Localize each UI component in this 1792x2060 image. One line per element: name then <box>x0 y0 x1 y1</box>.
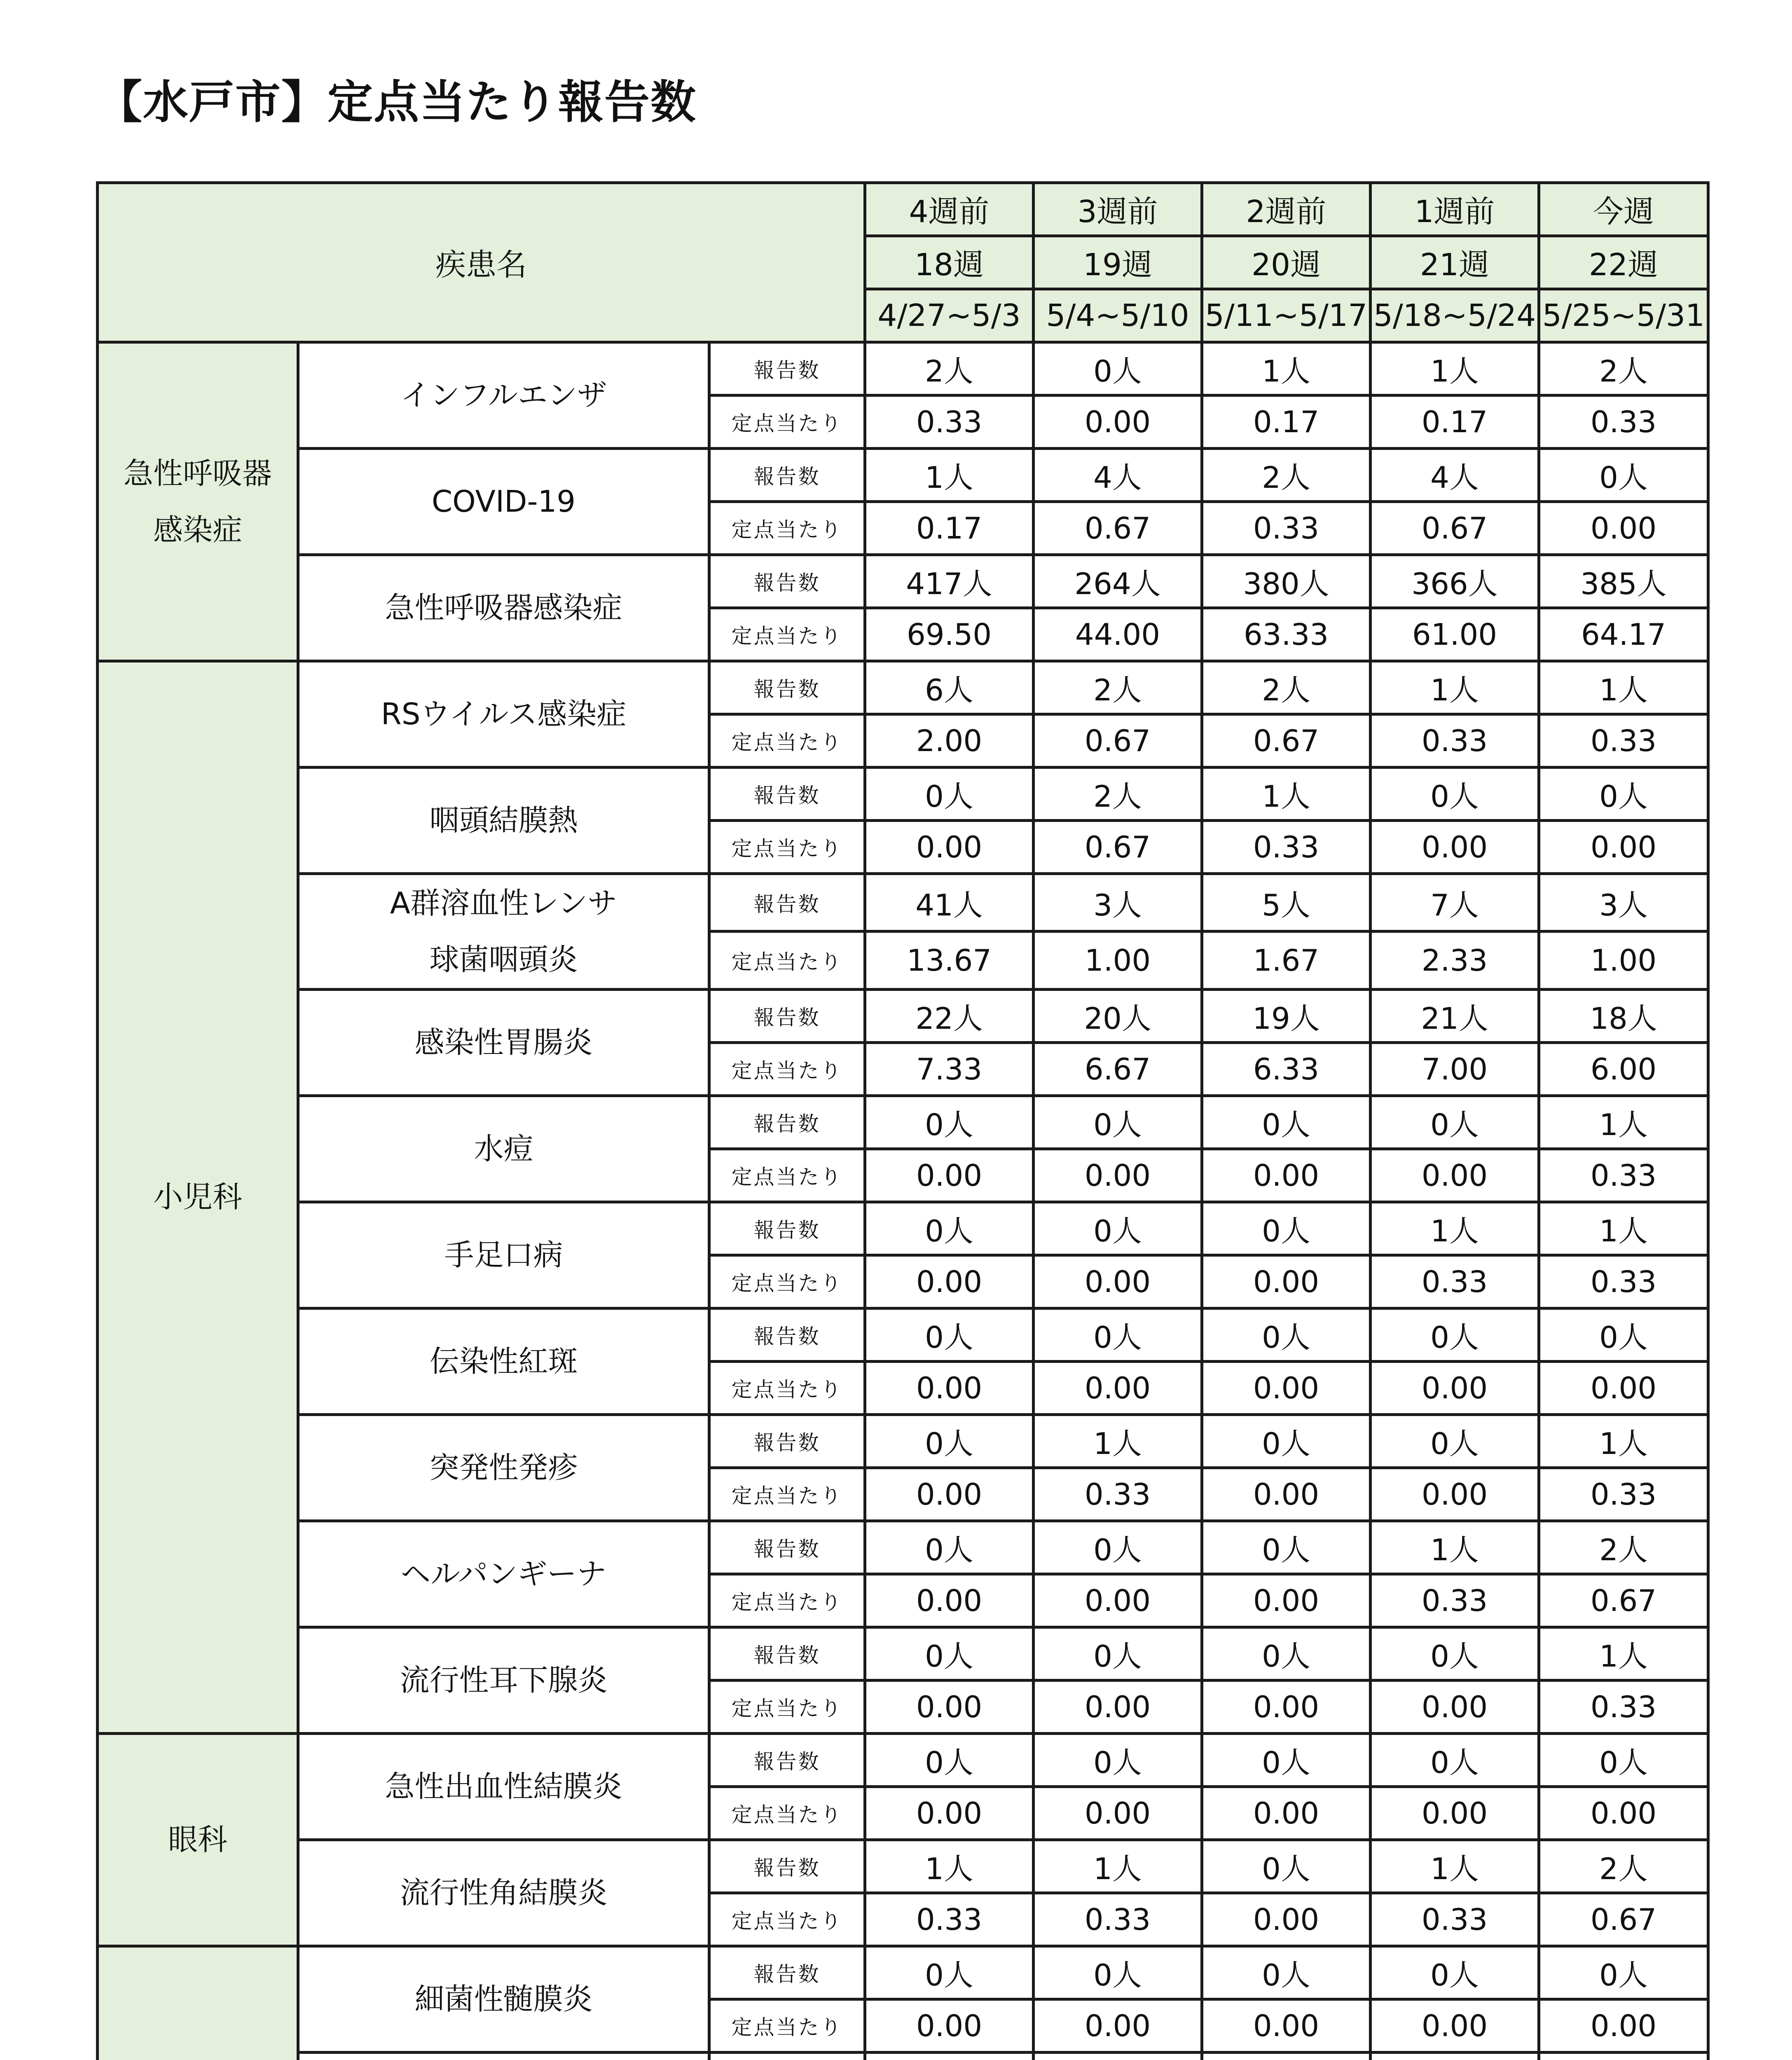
disease-name-cell <box>298 1840 709 1946</box>
per-site-value: 0.00 <box>865 1255 1034 1308</box>
per-site-value: 0.67 <box>1202 714 1371 768</box>
count-value: 0人 <box>1371 1308 1539 1361</box>
count-row <box>98 1521 1708 1574</box>
count-value: 3人 <box>1539 874 1708 932</box>
per-site-value: 0.00 <box>1034 1999 1202 2052</box>
count-value <box>1371 2052 1539 2060</box>
per-site-value: 7.00 <box>1371 1042 1539 1096</box>
count-value: 0人 <box>1539 449 1708 502</box>
metric-label-per-site: 定点当たり <box>709 608 865 661</box>
metric-label-per-site: 定点当たり <box>709 1786 865 1840</box>
disease-name-cell <box>298 555 709 661</box>
per-site-value: 0.33 <box>865 1893 1034 1946</box>
surveillance-table <box>96 181 1710 2060</box>
per-site-value: 0.33 <box>1034 1468 1202 1521</box>
category-name-line: 小児科 <box>153 1180 242 1215</box>
per-site-value: 44.00 <box>1034 608 1202 661</box>
per-site-value: 0.00 <box>865 1468 1034 1521</box>
count-row <box>98 661 1708 714</box>
count-value: 0人 <box>1539 1308 1708 1361</box>
count-row <box>98 1627 1708 1680</box>
header-date-range: 5/25~5/31 <box>1539 289 1708 342</box>
count-value: 0人 <box>865 1202 1034 1255</box>
count-value: 2人 <box>1539 1840 1708 1893</box>
per-site-value: 0.17 <box>865 502 1034 555</box>
per-site-value: 13.67 <box>865 932 1034 989</box>
category-cell <box>98 342 298 661</box>
count-value: 7人 <box>1371 874 1539 932</box>
per-site-value: 0.33 <box>1539 1468 1708 1521</box>
per-site-value: 0.00 <box>865 821 1034 874</box>
count-value: 0人 <box>1034 1308 1202 1361</box>
count-value: 1人 <box>1371 1521 1539 1574</box>
per-site-value: 0.00 <box>1539 1361 1708 1414</box>
count-value: 19人 <box>1202 989 1371 1042</box>
count-value: 0人 <box>865 1946 1034 1999</box>
per-site-value: 0.00 <box>1202 1255 1371 1308</box>
category-name-line: 眼科 <box>168 1822 227 1857</box>
count-value: 21人 <box>1371 989 1539 1042</box>
disease-name-line: 咽頭結膜熱 <box>429 803 578 838</box>
per-site-value: 0.00 <box>1202 1893 1371 1946</box>
disease-name-line: 流行性耳下腺炎 <box>400 1662 608 1697</box>
category-cell <box>98 1733 298 1946</box>
disease-name-line: 急性呼吸器感染症 <box>385 590 622 625</box>
count-value: 1人 <box>1371 1202 1539 1255</box>
count-value: 2人 <box>1202 661 1371 714</box>
count-value: 0人 <box>1371 768 1539 821</box>
header-week-number: 18週 <box>865 236 1034 289</box>
count-value: 1人 <box>1371 342 1539 396</box>
per-site-value: 61.00 <box>1371 608 1539 661</box>
count-value: 4人 <box>1371 449 1539 502</box>
count-value: 0人 <box>1202 1946 1371 1999</box>
metric-label-count: 報告数 <box>709 1202 865 1255</box>
per-site-value: 64.17 <box>1539 608 1708 661</box>
per-site-value: 0.33 <box>1202 821 1371 874</box>
per-site-value: 6.67 <box>1034 1042 1202 1096</box>
count-value: 417人 <box>865 555 1034 608</box>
metric-label-count: 報告数 <box>709 1096 865 1149</box>
per-site-value: 0.00 <box>1202 1999 1371 2052</box>
metric-label-count: 報告数 <box>709 1733 865 1786</box>
per-site-value: 69.50 <box>865 608 1034 661</box>
per-site-value: 0.00 <box>865 1680 1034 1733</box>
header-date-range: 5/18~5/24 <box>1371 289 1539 342</box>
disease-name-cell <box>298 1946 709 2052</box>
page-title: 【水戸市】定点当たり報告数 <box>97 76 697 129</box>
count-value: 0人 <box>865 1308 1034 1361</box>
per-site-value: 0.33 <box>1539 714 1708 768</box>
count-value: 1人 <box>1202 768 1371 821</box>
per-site-value: 1.67 <box>1202 932 1371 989</box>
per-site-value: 0.67 <box>1539 1893 1708 1946</box>
count-row <box>98 555 1708 608</box>
disease-name-line: ヘルパンギーナ <box>401 1556 606 1591</box>
count-value: 380人 <box>1202 555 1371 608</box>
count-value: 0人 <box>1371 1414 1539 1468</box>
count-value: 0人 <box>1034 1521 1202 1574</box>
header-weeks-ago: 2週前 <box>1202 183 1371 236</box>
count-value: 0人 <box>1539 1946 1708 1999</box>
per-site-value: 0.00 <box>865 1999 1034 2052</box>
per-site-value: 0.00 <box>1371 1786 1539 1840</box>
per-site-value: 6.33 <box>1202 1042 1371 1096</box>
count-value: 0人 <box>865 1096 1034 1149</box>
count-value: 1人 <box>865 1840 1034 1893</box>
header-weeks-ago: 1週前 <box>1371 183 1539 236</box>
disease-name-line: 伝染性紅斑 <box>429 1344 578 1379</box>
per-site-value: 0.00 <box>1371 1680 1539 1733</box>
metric-label-per-site: 定点当たり <box>709 502 865 555</box>
per-site-value: 0.00 <box>1034 1255 1202 1308</box>
per-site-value: 1.00 <box>1539 932 1708 989</box>
disease-name-line: 流行性角結膜炎 <box>400 1875 608 1910</box>
metric-label-count: 報告数 <box>709 874 865 932</box>
count-row <box>98 342 1708 396</box>
metric-label-count: 報告数 <box>709 1521 865 1574</box>
header-week-number: 22週 <box>1539 236 1708 289</box>
count-value <box>1034 2052 1202 2060</box>
per-site-value: 7.33 <box>865 1042 1034 1096</box>
per-site-value: 0.67 <box>1539 1574 1708 1627</box>
per-site-value: 1.00 <box>1034 932 1202 989</box>
count-value: 1人 <box>865 449 1034 502</box>
per-site-value: 0.00 <box>1371 1999 1539 2052</box>
count-value: 1人 <box>1371 661 1539 714</box>
count-row <box>98 1733 1708 1786</box>
per-site-value: 0.00 <box>1371 1361 1539 1414</box>
count-value: 0人 <box>1034 1096 1202 1149</box>
metric-label-per-site: 定点当たり <box>709 1361 865 1414</box>
count-value: 2人 <box>1539 342 1708 396</box>
count-value: 0人 <box>865 1521 1034 1574</box>
metric-label-count: 報告数 <box>709 1308 865 1361</box>
disease-name-cell <box>298 1733 709 1840</box>
metric-label-per-site: 定点当たり <box>709 1999 865 2052</box>
metric-label-count: 報告数 <box>709 555 865 608</box>
disease-name-cell <box>298 768 709 874</box>
count-value: 0人 <box>1202 1202 1371 1255</box>
count-row <box>98 1202 1708 1255</box>
per-site-value: 0.00 <box>865 1786 1034 1840</box>
count-value: 0人 <box>1034 1946 1202 1999</box>
header-date-range: 5/4~5/10 <box>1034 289 1202 342</box>
count-value: 1人 <box>1539 1202 1708 1255</box>
count-value: 0人 <box>1202 1840 1371 1893</box>
metric-label-count: 報告数 <box>709 1414 865 1468</box>
category-cell <box>98 661 298 1734</box>
disease-name-line: 突発性発疹 <box>429 1450 578 1485</box>
per-site-value: 0.00 <box>1034 1149 1202 1202</box>
count-value: 2人 <box>865 342 1034 396</box>
metric-label-per-site: 定点当たり <box>709 1574 865 1627</box>
per-site-value: 0.00 <box>1202 1680 1371 1733</box>
disease-name-cell <box>298 989 709 1096</box>
count-value: 1人 <box>1034 1840 1202 1893</box>
count-value: 0人 <box>1539 768 1708 821</box>
count-value: 0人 <box>1202 1096 1371 1149</box>
per-site-value: 0.00 <box>1539 1786 1708 1840</box>
per-site-value: 0.00 <box>1539 502 1708 555</box>
disease-name-header: 疾患名 <box>98 183 865 342</box>
disease-name-line: 急性出血性結膜炎 <box>385 1769 622 1804</box>
table-body <box>98 183 1708 2060</box>
per-site-value: 0.33 <box>1539 1680 1708 1733</box>
metric-label-per-site: 定点当たり <box>709 1893 865 1946</box>
header-week-number: 21週 <box>1371 236 1539 289</box>
disease-name-cell <box>298 1414 709 1521</box>
per-site-value: 63.33 <box>1202 608 1371 661</box>
disease-name-line: インフルエンザ <box>400 378 607 413</box>
disease-name-line: 球菌咽頭炎 <box>429 942 578 977</box>
count-value: 1人 <box>1539 1414 1708 1468</box>
metric-label-per-site: 定点当たり <box>709 396 865 449</box>
per-site-value: 0.00 <box>1202 1786 1371 1840</box>
per-site-value: 0.67 <box>1034 502 1202 555</box>
count-value: 0人 <box>1034 1627 1202 1680</box>
disease-name-cell <box>298 342 709 449</box>
count-value <box>1539 2052 1708 2060</box>
count-value: 0人 <box>1371 1627 1539 1680</box>
header-date-range: 4/27~5/3 <box>865 289 1034 342</box>
count-value: 2人 <box>1034 768 1202 821</box>
count-value: 1人 <box>1371 1840 1539 1893</box>
count-value: 2人 <box>1202 449 1371 502</box>
per-site-value: 0.00 <box>865 1361 1034 1414</box>
per-site-value: 0.00 <box>1539 821 1708 874</box>
metric-label-per-site: 定点当たり <box>709 821 865 874</box>
count-row <box>98 1308 1708 1361</box>
count-value: 1人 <box>1202 342 1371 396</box>
count-value: 0人 <box>1539 1733 1708 1786</box>
count-row <box>98 1946 1708 1999</box>
count-value: 0人 <box>1202 1414 1371 1468</box>
count-value: 3人 <box>1034 874 1202 932</box>
per-site-value: 2.33 <box>1371 932 1539 989</box>
count-value: 2人 <box>1034 661 1202 714</box>
metric-label-per-site: 定点当たり <box>709 1255 865 1308</box>
count-row <box>98 768 1708 821</box>
count-row <box>98 874 1708 932</box>
header-weeks-ago: 今週 <box>1539 183 1708 236</box>
count-value: 0人 <box>1202 1308 1371 1361</box>
per-site-value: 0.00 <box>1034 1680 1202 1733</box>
per-site-value: 0.33 <box>1539 1255 1708 1308</box>
per-site-value: 0.00 <box>1202 1149 1371 1202</box>
count-value: 0人 <box>1371 1733 1539 1786</box>
count-value: 5人 <box>1202 874 1371 932</box>
per-site-value: 0.67 <box>1034 821 1202 874</box>
count-value: 0人 <box>865 1733 1034 1786</box>
metric-label-count <box>709 2052 865 2060</box>
per-site-value: 0.33 <box>1371 1255 1539 1308</box>
metric-label-count: 報告数 <box>709 449 865 502</box>
count-value: 0人 <box>865 1627 1034 1680</box>
count-value: 1人 <box>1539 1096 1708 1149</box>
metric-label-count: 報告数 <box>709 989 865 1042</box>
metric-label-per-site: 定点当たり <box>709 1042 865 1096</box>
count-value: 18人 <box>1539 989 1708 1042</box>
per-site-value: 2.00 <box>865 714 1034 768</box>
disease-name-line: 水痘 <box>474 1131 533 1166</box>
per-site-value: 0.00 <box>1034 396 1202 449</box>
disease-name-cell <box>298 1308 709 1414</box>
per-site-value: 0.00 <box>865 1574 1034 1627</box>
header-date-range: 5/11~5/17 <box>1202 289 1371 342</box>
count-value: 0人 <box>1034 342 1202 396</box>
count-value: 0人 <box>865 1414 1034 1468</box>
count-value: 0人 <box>1202 1521 1371 1574</box>
per-site-value: 6.00 <box>1539 1042 1708 1096</box>
count-value <box>1202 2052 1371 2060</box>
category-name-line: 感染症 <box>153 512 242 547</box>
count-value: 0人 <box>865 768 1034 821</box>
per-site-value: 0.00 <box>1539 1999 1708 2052</box>
header-weeks-ago: 3週前 <box>1034 183 1202 236</box>
metric-label-count: 報告数 <box>709 768 865 821</box>
metric-label-count: 報告数 <box>709 1627 865 1680</box>
metric-label-count: 報告数 <box>709 342 865 396</box>
per-site-value: 0.33 <box>1539 396 1708 449</box>
metric-label-per-site: 定点当たり <box>709 932 865 989</box>
per-site-value: 0.00 <box>1371 1149 1539 1202</box>
count-value: 0人 <box>1202 1627 1371 1680</box>
disease-name-cell <box>298 1521 709 1627</box>
per-site-value: 0.67 <box>1034 714 1202 768</box>
per-site-value: 0.33 <box>1539 1149 1708 1202</box>
per-site-value: 0.67 <box>1371 502 1539 555</box>
count-value: 0人 <box>1034 1733 1202 1786</box>
count-value: 6人 <box>865 661 1034 714</box>
metric-label-per-site: 定点当たり <box>709 1468 865 1521</box>
disease-name-line: 細菌性髄膜炎 <box>414 1981 593 2016</box>
category-cell <box>98 1946 298 2060</box>
per-site-value: 0.33 <box>865 396 1034 449</box>
count-row <box>98 1840 1708 1893</box>
count-value: 0人 <box>1034 1202 1202 1255</box>
per-site-value: 0.00 <box>1202 1468 1371 1521</box>
count-row <box>98 1414 1708 1468</box>
metric-label-count: 報告数 <box>709 1840 865 1893</box>
count-value: 1人 <box>1539 661 1708 714</box>
per-site-value: 0.00 <box>1371 1468 1539 1521</box>
per-site-value: 0.33 <box>1371 714 1539 768</box>
header-row-weeks-ago <box>98 183 1708 236</box>
count-value <box>865 2052 1034 2060</box>
category-name-line: 急性呼吸器 <box>123 456 272 491</box>
per-site-value: 0.00 <box>1202 1361 1371 1414</box>
count-value: 366人 <box>1371 555 1539 608</box>
disease-name-line: RSウイルス感染症 <box>381 697 627 732</box>
count-value: 22人 <box>865 989 1034 1042</box>
disease-name-line: COVID-19 <box>431 484 576 519</box>
per-site-value: 0.00 <box>1371 821 1539 874</box>
count-value: 0人 <box>1371 1946 1539 1999</box>
per-site-value: 0.33 <box>1034 1893 1202 1946</box>
per-site-value: 0.17 <box>1202 396 1371 449</box>
count-value: 0人 <box>1202 1733 1371 1786</box>
metric-label-count: 報告数 <box>709 1946 865 1999</box>
metric-label-per-site: 定点当たり <box>709 714 865 768</box>
count-value: 0人 <box>1371 1096 1539 1149</box>
count-value: 264人 <box>1034 555 1202 608</box>
count-value: 20人 <box>1034 989 1202 1042</box>
disease-name-line: 感染性胃腸炎 <box>414 1025 593 1060</box>
count-value: 41人 <box>865 874 1034 932</box>
metric-label-per-site: 定点当たり <box>709 1680 865 1733</box>
count-row <box>98 989 1708 1042</box>
per-site-value: 0.33 <box>1371 1574 1539 1627</box>
disease-name-cell <box>298 661 709 768</box>
count-value: 1人 <box>1034 1414 1202 1468</box>
disease-name-cell <box>298 2052 709 2060</box>
disease-name-cell <box>298 1627 709 1733</box>
per-site-value: 0.17 <box>1371 396 1539 449</box>
disease-name-cell <box>298 1096 709 1202</box>
per-site-value: 0.00 <box>1034 1574 1202 1627</box>
metric-label-per-site: 定点当たり <box>709 1149 865 1202</box>
count-value: 1人 <box>1539 1627 1708 1680</box>
per-site-value: 0.33 <box>1202 502 1371 555</box>
per-site-value: 0.00 <box>1034 1786 1202 1840</box>
per-site-value: 0.00 <box>1034 1361 1202 1414</box>
count-value: 4人 <box>1034 449 1202 502</box>
count-row <box>98 1096 1708 1149</box>
per-site-value: 0.00 <box>865 1149 1034 1202</box>
count-row <box>98 449 1708 502</box>
header-week-number: 19週 <box>1034 236 1202 289</box>
count-value: 2人 <box>1539 1521 1708 1574</box>
count-row <box>98 2052 1708 2060</box>
disease-name-cell <box>298 449 709 555</box>
disease-name-line: A群溶血性レンサ <box>390 886 618 920</box>
per-site-value: 0.00 <box>1202 1574 1371 1627</box>
disease-name-cell <box>298 874 709 990</box>
header-weeks-ago: 4週前 <box>865 183 1034 236</box>
disease-name-cell <box>298 1202 709 1308</box>
header-week-number: 20週 <box>1202 236 1371 289</box>
disease-name-line: 手足口病 <box>444 1237 563 1272</box>
per-site-value: 0.33 <box>1371 1893 1539 1946</box>
count-value: 385人 <box>1539 555 1708 608</box>
metric-label-count: 報告数 <box>709 661 865 714</box>
